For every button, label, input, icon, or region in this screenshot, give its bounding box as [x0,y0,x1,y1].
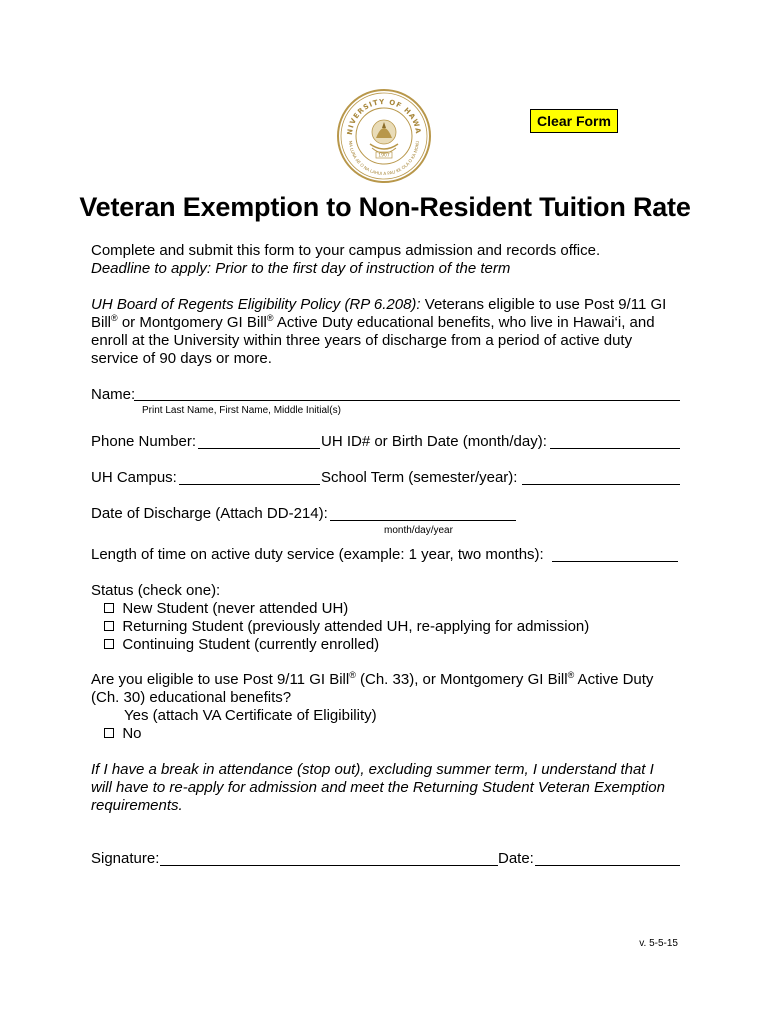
svg-text:UNIVERSITY OF HAWAII: NIVERSITY OF HAWA [345,97,423,136]
policy-line-1: UH Board of Regents Eligibility Policy (RP 6.208): Veterans eligible to use Post 9/11 GI [91,296,667,313]
status-option-new: New Student (never attended UH) [104,600,348,618]
checkbox-continuing-student[interactable] [104,639,114,649]
status-option-returning: Returning Student (previously attended UH, re-applying for admission) [104,618,589,636]
campus-field[interactable] [179,484,320,485]
eligibility-no-option: No [104,725,142,743]
policy-line-3: enroll at the University within three years of discharge from a period of active duty [91,332,633,349]
policy-line-4: service of 90 days or more. [91,350,272,367]
discharge-field[interactable] [330,520,516,521]
checkbox-returning-student[interactable] [104,621,114,631]
name-field[interactable] [134,400,680,401]
discharge-label: Date of Discharge (Attach DD-214): [91,505,328,522]
checkbox-eligibility-no[interactable] [104,728,114,738]
version-label: v. 5-5-15 [639,938,678,949]
clear-form-button[interactable]: Clear Form [530,109,618,133]
deadline-text: Deadline to apply: Prior to the first day of instruction of the term [91,260,511,277]
length-field[interactable] [552,561,678,562]
date-label: Date: [498,850,534,867]
uhid-field[interactable] [550,448,680,449]
phone-field[interactable] [198,448,320,449]
date-field[interactable] [535,865,680,866]
university-seal [336,88,432,184]
policy-line-2: Bill® or Montgomery GI Bill® Active Duty educational benefits, who live in Hawai‘i, and [91,313,655,331]
checkbox-new-student[interactable] [104,603,114,613]
notice-line-1: If I have a break in attendance (stop out), excluding summer term, I understand that I [91,761,654,778]
status-heading: Status (check one): [91,582,221,599]
campus-label: UH Campus: [91,469,177,486]
form-title: Veteran Exemption to Non-Resident Tuition Rate [79,192,691,222]
svg-text:1907: 1907 [378,153,390,159]
signature-field[interactable] [160,865,498,866]
uhid-label: UH ID# or Birth Date (month/day): [321,433,547,450]
signature-label: Signature: [91,850,160,867]
term-label: School Term (semester/year): [321,469,518,486]
eligibility-question-line-2: (Ch. 30) educational benefits? [91,689,292,706]
length-label: Length of time on active duty service (example: 1 year, two months): [91,546,544,563]
name-label: Name: [91,386,136,403]
status-option-continuing: Continuing Student (currently enrolled) [104,636,379,654]
phone-label: Phone Number: [91,433,197,450]
notice-line-2: will have to re-apply for admission and meet the Returning Student Veteran Exemption [91,779,665,796]
notice-line-3: requirements. [91,797,183,814]
name-hint: Print Last Name, First Name, Middle Initial(s) [142,405,341,416]
intro-instructions: Complete and submit this form to your campus admission and records office. [91,242,601,259]
svg-text:MA LUNA AE O NA LAHUI A PAU KE: MA LUNA AE O NA LAHUI A PAU KE OLA O KA MOKU [347,140,421,177]
eligibility-question-line-1: Are you eligible to use Post 9/11 GI Bill® (Ch. 33), or Montgomery GI Bill® Active Duty [91,670,654,688]
policy-label: UH Board of Regents Eligibility Policy (RP 6.208): [91,296,421,313]
discharge-hint: month/day/year [384,525,453,536]
eligibility-yes-option: Yes (attach VA Certificate of Eligibility) [124,707,377,724]
term-field[interactable] [522,484,680,485]
